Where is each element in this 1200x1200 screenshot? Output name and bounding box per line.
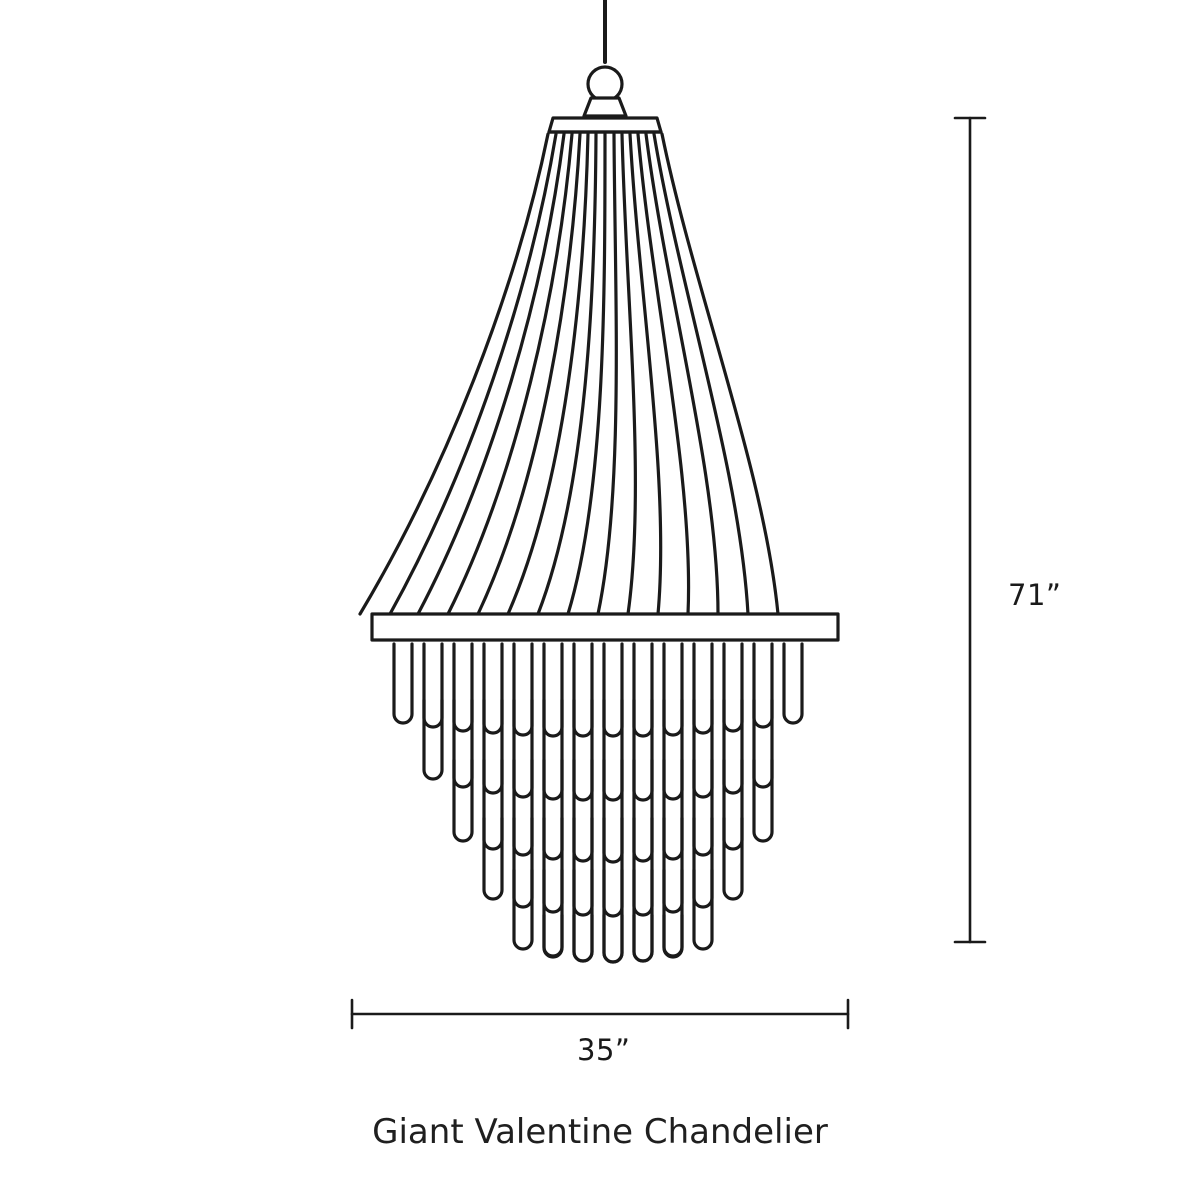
body-strands bbox=[360, 134, 778, 614]
product-caption: Giant Valentine Chandelier bbox=[372, 1112, 828, 1152]
canopy-cap bbox=[549, 118, 661, 132]
fringe-tier-6 bbox=[544, 915, 682, 962]
width-dimension-line bbox=[352, 1000, 848, 1028]
hanging-loop bbox=[584, 67, 626, 116]
height-dimension-line bbox=[955, 118, 985, 942]
height-dimension-label: 71” bbox=[1008, 578, 1062, 612]
ring-bar bbox=[372, 614, 838, 640]
fringe-tier-4 bbox=[484, 818, 742, 916]
fringe-tier-2 bbox=[424, 700, 772, 800]
width-dimension-label: 35” bbox=[577, 1033, 631, 1067]
